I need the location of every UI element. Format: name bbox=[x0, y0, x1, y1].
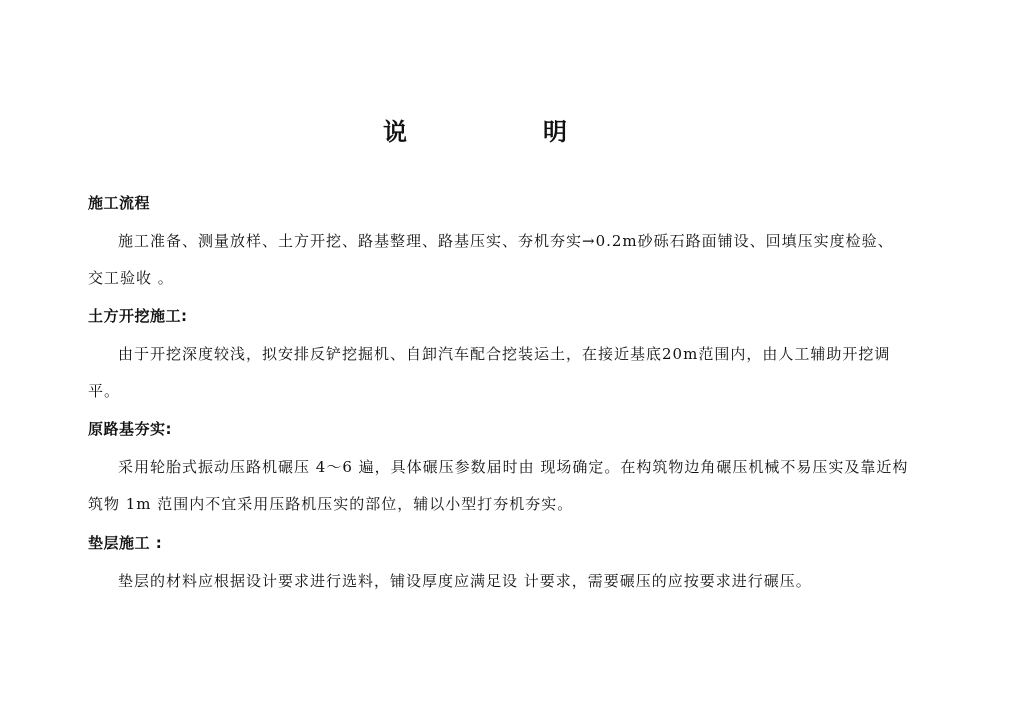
title-char: 明 bbox=[543, 118, 567, 146]
paragraph-line: 垫层的材料应根据设计要求进行选料，铺设厚度应满足设 计要求，需要碾压的应按要求进行碾压。 bbox=[118, 572, 812, 590]
paragraph-line: 筑物 1m 范围内不宜采用压路机压实的部位，辅以小型打夯机夯实。 bbox=[88, 495, 574, 513]
paragraph-line: 由于开挖深度较浅，拟安排反铲挖掘机、自卸汽车配合挖装运土，在接近基底20m范围内，由人工辅助开挖调 bbox=[118, 345, 891, 363]
section-heading-roadbed-compaction: 原路基夯实: bbox=[88, 420, 172, 438]
document-title bbox=[0, 112, 1024, 148]
section-heading-cushion-layer: 垫层施工 : bbox=[88, 534, 163, 552]
paragraph-line: 平。 bbox=[88, 382, 121, 400]
section-heading-earthwork: 土方开挖施工: bbox=[88, 307, 188, 325]
paragraph-line: 交工验收 。 bbox=[88, 269, 174, 287]
paragraph-line: 施工准备、测量放样、土方开挖、路基整理、路基压实、夯机夯实→0.2m砂砾石路面铺设、回填压实度检验、 bbox=[118, 232, 894, 250]
title-char: 说 bbox=[383, 118, 407, 146]
section-heading-construction-process: 施工流程 bbox=[88, 194, 151, 212]
paragraph-line: 采用轮胎式振动压路机碾压 4～6 遍，具体碾压参数届时由 现场确定。在构筑物边角碾压机械不易压实及靠近构 bbox=[118, 458, 909, 476]
